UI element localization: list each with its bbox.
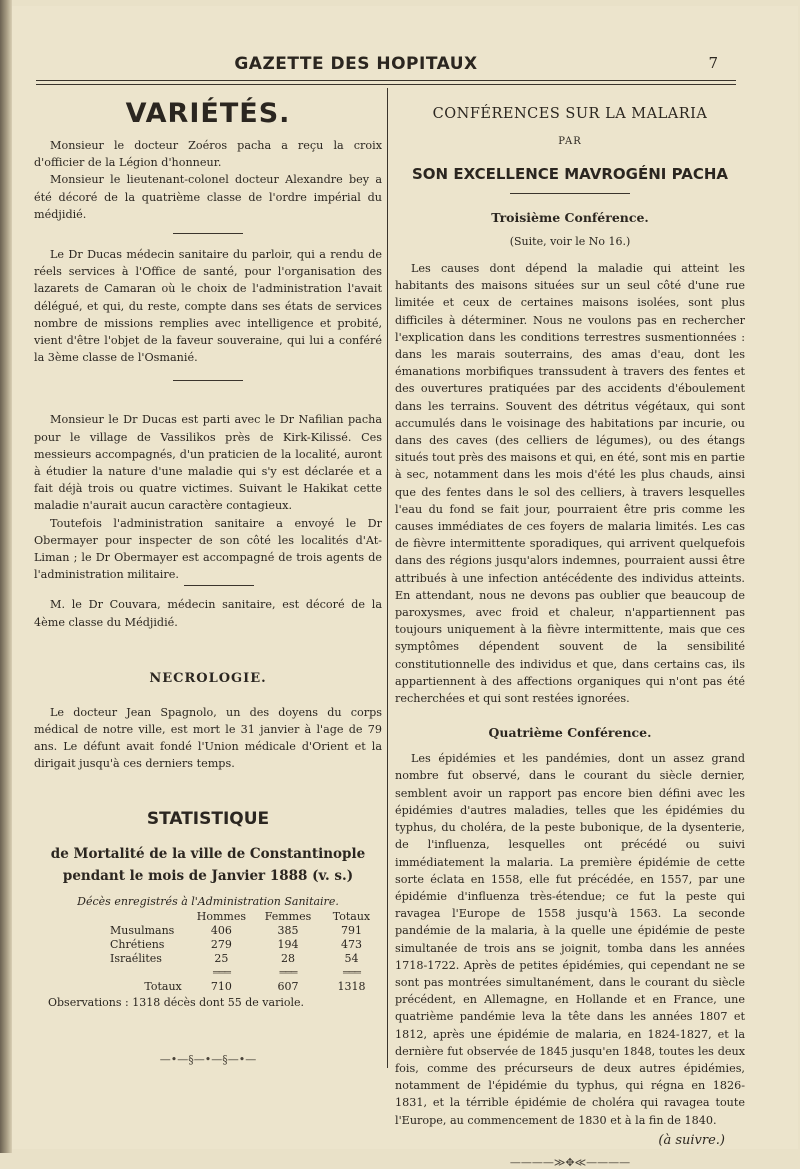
cell: 406 [210,924,232,938]
row-label: Chrétiens [110,938,165,952]
cell: 710 [210,980,232,994]
cell: 279 [210,938,232,952]
author-name: SON EXCELLENCE MAVROGÉNI PACHA [412,165,728,183]
by-line: PAR [558,136,582,147]
cell: 194 [277,938,299,952]
table-sum-rule [104,966,382,980]
paragraph: M. le Dr Couvara, médecin sanitaire, est décoré de la 4ème classe du Médjidié. [34,598,382,629]
paragraph: Monsieur le Dr Ducas est parti avec le Dr Nafilian pacha pour le village de Vassilikos près de Kirk-Kilissé. Ces messieurs accompagnés, d'un praticien de la localité, auront à étudier la nature d'une maladie qui s'y est déclarée et a fait déjà trois ou quatre victimes. Suivant le Hakikat cette maladie n'aurait aucun caractère contagieux. [34,413,382,513]
page-number: 7 [708,54,718,72]
observations-line: Observations : 1318 décès dont 55 de variole. [48,995,304,1009]
varietes-title: VARIÉTÉS. [125,98,291,129]
table-total-row [104,980,382,994]
cell: 54 [344,952,359,966]
column-header: Hommes [196,910,246,924]
row-label: Israélites [110,952,162,966]
ornament-divider: ————≫✥≪———— [509,1155,631,1169]
separator [173,380,243,381]
cell: 25 [214,952,229,966]
mortality-table [104,910,382,994]
book-binding [0,0,12,1153]
separator [510,193,630,194]
cell: 791 [340,924,362,938]
table-header-row [104,910,382,924]
statistique-subtitle: de Mortalité de la ville de Constantinople pendant le mois de Janvier 1888 (v. s.) [50,845,366,884]
paragraph: Monsieur le docteur Zoéros pacha a reçu la croix d'officier de la Légion d'honneur. [34,139,382,170]
right-column [395,92,745,1169]
third-conference-heading: Troisième Conférence. [491,210,649,225]
separator [184,585,254,586]
cell: 473 [340,938,362,952]
page-header [36,52,736,82]
header-rule [36,80,736,85]
statistique-title: STATISTIQUE [146,808,270,829]
ornament-divider: —•—§—•—§—•— [159,1052,257,1066]
paragraph: Le Dr Ducas médecin sanitaire du parloir, qui a rendu de réels services à l'Office de santé, pour l'organisation des lazarets de Camaran où le choix de l'administration l'avait délégué, et qui, du reste, compte dans ses états de services nombre de missions remplies avec intelligence et probité, vient d'être l'objet de la faveur souveraine, qui lui a conféré la 3ème classe de l'Osmanié. [34,248,382,365]
table-row [104,924,382,938]
sum-rule: ═══ [343,966,360,980]
sum-rule: ═══ [279,966,297,980]
suite-reference: (Suite, voir le No 16.) [509,235,631,248]
cell: 1318 [337,980,366,994]
column-header: Femmes [264,910,312,924]
fourth-conference-heading: Quatrième Conférence. [488,725,652,741]
row-label: Musulmans [110,924,175,938]
row-label: Totaux [144,980,182,994]
paragraph: Toutefois l'administration sanitaire a envoyé le Dr Obermayer pour inspecter de son côté les localités d'At-Liman ; le Dr Obermayer est accompagné de trois agents de l'administration militaire. [34,516,382,582]
cell: 385 [277,924,299,938]
paragraph: Les causes dont dépend la maladie qui atteint les habitants des maisons situées sur un seul côté d'une rue limitée et ceux de certaines maisons isolées, sont plus difficiles à déterminer. Nous ne voulons pas en rechercher l'explication dans les conditions terrestres susmentionnées : dans les marais souterrains, des amas d'eau, dont les émanations morbifiques transsudent à travers des fentes et des ouvertures pratiquées par des accidents d'éboulement dans les terrains. Souvent des détritus végétaux, qui sont accumulés dans le voisinage des habitations par incurie, ou dans des caves (des celliers de légumes), ou des étangs situés tout près des maisons et qui, en été, sont mis en partie à sec, notamment dans les mois d'été les plus chauds, ainsi que des fentes dans le sol des celliers, à travers lesquelles l'eau du fond se fait jour, pourraient être pris comme les causes immédiates de ces foyers de malaria limités. Les cas de fièvre intermittente sporadiques, qui arrivent quelquefois dans des régions jusqu'alors indemnes, pourraient aussi être attribués à une infection antécédente des individus atteints. En attendant, nous ne devons pas oublier que beaucoup de paroxysmes, avec froid et chaleur, n'appartiennent pas toujours uniquement à la fièvre intermittente, mais que ces symptômes dépendent souvent de la sensibilité constitutionnelle des individus et que, dans certains cas, ils appartiennent à des affections organiques qui n'ont pas été recherchées et qui sont restées ignorées. [395,262,745,706]
statistique-note: Décès enregistrés à l'Administration Sanitaire. [77,894,339,908]
sum-rule: ═══ [212,966,230,980]
conference-title: CONFÉRENCES SUR LA MALARIA [432,106,708,122]
paragraph: Monsieur le lieutenant-colonel docteur Alexandre bey a été décoré de la quatrième classe de l'ordre impérial du médjidié. [34,173,382,221]
journal-title: GAZETTE DES HOPITAUX [234,54,478,74]
table-row [104,938,382,952]
cell: 28 [280,952,295,966]
left-column [34,92,382,1066]
column-header: Totaux [332,910,371,924]
paragraph: Le docteur Jean Spagnolo, un des doyens du corps médical de notre ville, est mort le 31 janvier à l'age de 79 ans. Le défunt avait fondé l'Union médicale d'Orient et la dirigait jusqu'à ces derniers temps. [34,705,382,771]
separator [173,233,243,234]
column-divider [387,88,388,1068]
cell: 607 [277,980,299,994]
necrologie-heading: NECROLOGIE. [149,670,267,686]
table-row [104,952,382,966]
paragraph: Les épidémies et les pandémies, dont un assez grand nombre fut observé, dans le courant du siècle dernier, semblent avoir un rapport pas encore bien défini avec les épidémies d'autres maladies, telles que les épidémies du typhus, du choléra, de la peste bubonique, de la dysenterie, de l'influenza, lesquelles ont précédé ou suivi immédiatement la malaria. La première épidémie de cette sorte éclata en 1558, elle fut précédée, en 1557, par une épidémie d'influenza très-étendue; ce fut la peste qui ravagea l'Europe de 1558 jusqu'à 1563. La seconde pandémie de la malaria, à la quelle une épidémie de peste simultanée de trois ans se joignit, tomba dans les années 1718-1722. Après de petites épidémies, qui cependant ne se sont pas montrées simultanément, dans le courant du siècle précédent, en Allemagne, en Hollande et en France, une quatrième pandémie leva la tête dans les années 1807 et 1812, après une épidémie de malaria, en 1824-1827, et la dernière fut observée de 1845 jusqu'en 1848, toutes les deux fois, comme des précurseurs de deux autres épidémies, notamment de l'épidémie du typhus, qui régna en 1826-1831, et la térrible épidémie de choléra qui ravagea toute l'Europe, au commencement de 1830 et à la fin de 1840. [395,752,745,1127]
a-suivre: (à suivre.) [658,1132,725,1148]
